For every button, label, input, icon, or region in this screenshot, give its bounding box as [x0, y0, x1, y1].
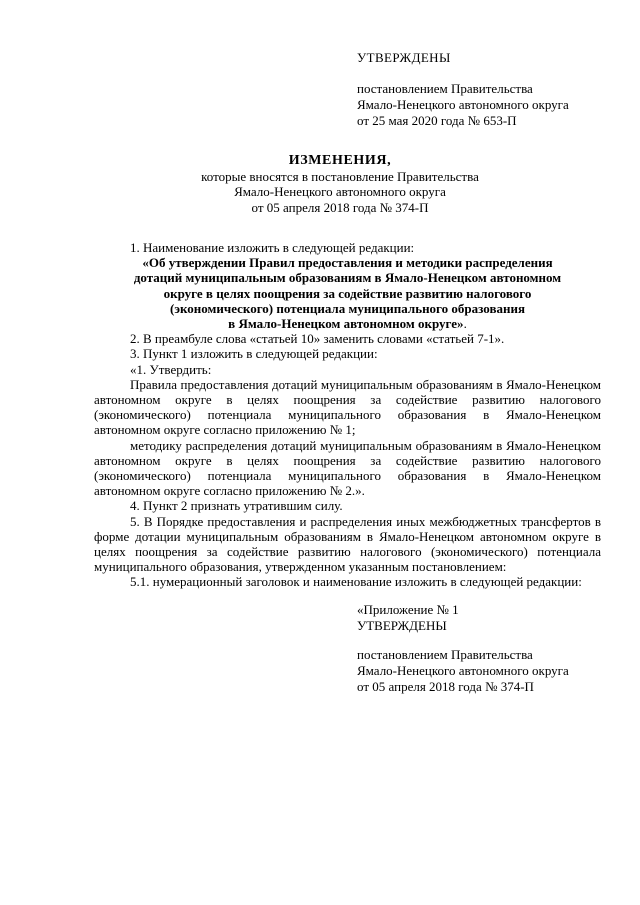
heading-line: от 05 апреля 2018 года № 374-П	[251, 199, 429, 215]
appendix-line: постановлением Правительства	[357, 647, 533, 662]
resolution-title-line: в Ямало-Ненецком автономном округе»	[228, 316, 464, 332]
item-2: 2. В преамбуле слова «статьей 10» заменить словами «статьей 7-1».	[130, 331, 505, 347]
item-3-1: «1. Утвердить:	[130, 361, 212, 377]
resolution-title-line: округе в целях поощрения за содействие развитию налогового	[163, 285, 532, 301]
item-5-1: 5.1. нумерационный заголовок и наименование изложить в следующей редакции:	[130, 574, 582, 590]
item-3: 3. Пункт 1 изложить в следующей редакции:	[130, 346, 378, 362]
item-1: 1. Наименование изложить в следующей редакции:	[130, 240, 415, 255]
appendix-line: от 05 апреля 2018 года № 374-П	[357, 679, 534, 694]
heading-title: ИЗМЕНЕНИЯ,	[288, 153, 392, 168]
item-3-method: методику распределения дотаций муниципальным образованиям в Ямало-Ненецком автономном округе в целях поощрения за содействие развитию налогового (экономического) потенциала муниципального образования в Ямало-Ненецком автономном округе согласно приложению № 2.».	[94, 437, 601, 499]
item-4: 4. Пункт 2 признать утратившим силу.	[130, 498, 343, 514]
item-5: 5. В Порядке предоставления и распределения иных межбюджетных трансфертов в форме дотации муниципальным образованиям в Ямало-Ненецком автономном округе в целях поощрения за содействие развитию налогового (экономического) потенциала муниципального образования, утвержденном указанным постановлением:	[94, 513, 601, 575]
document-heading	[95, 153, 585, 215]
approval-block	[357, 50, 569, 129]
approval-line: Ямало-Ненецкого автономного округа	[357, 97, 569, 112]
resolution-title-line: (экономического) потенциала муниципального образования	[170, 300, 525, 316]
approval-line: постановлением Правительства	[357, 81, 533, 96]
approval-line: от 25 мая 2020 года № 653-П	[357, 113, 517, 128]
resolution-title	[94, 255, 601, 331]
document-body	[94, 240, 601, 590]
resolution-title-line: дотаций муниципальным образованиям в Ямало-Ненецком автономном	[133, 270, 562, 286]
heading-line: которые вносятся в постановление Правительства	[201, 168, 479, 184]
appendix-label: «Приложение № 1	[357, 602, 459, 617]
heading-line: Ямало-Ненецкого автономного округа	[234, 184, 446, 199]
appendix-line: Ямало-Ненецкого автономного округа	[357, 663, 569, 678]
approval-title: УТВЕРЖДЕНЫ	[357, 50, 451, 65]
appendix-approval-block	[357, 602, 569, 695]
item-3-rules: Правила предоставления дотаций муниципальным образованиям в Ямало-Ненецком автономном округе в целях поощрения за содействие развитию налогового (экономического) потенциала муниципального образования в Ямало-Ненецком автономном округе согласно приложению № 1;	[94, 376, 601, 438]
appendix-title: УТВЕРЖДЕНЫ	[357, 618, 447, 633]
resolution-title-end: .	[463, 316, 467, 332]
resolution-title-line: «Об утверждении Правил предоставления и методики распределения	[142, 255, 553, 271]
